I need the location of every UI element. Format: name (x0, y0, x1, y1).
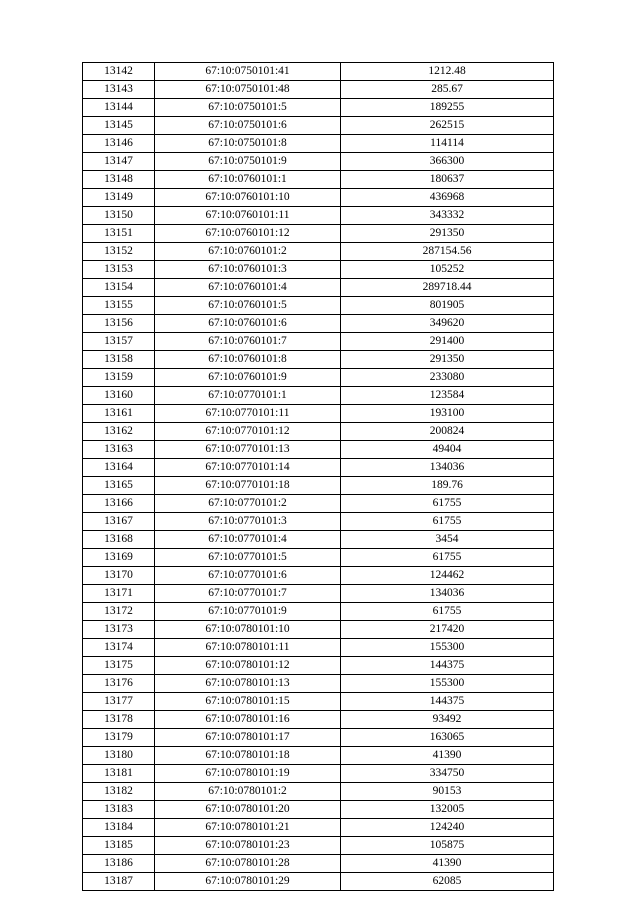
table-row (83, 765, 554, 783)
table-row (83, 693, 554, 711)
cadastral-number-cell: 67:10:0780101:28 (155, 855, 341, 873)
table-row (83, 99, 554, 117)
cadastral-number-cell: 67:10:0750101:48 (155, 81, 341, 99)
table-row (83, 351, 554, 369)
cadastral-number-cell: 67:10:0780101:20 (155, 801, 341, 819)
row-number-cell: 13180 (83, 747, 155, 765)
row-number-cell: 13154 (83, 279, 155, 297)
value-cell: 343332 (341, 207, 554, 225)
value-cell: 436968 (341, 189, 554, 207)
table-row (83, 81, 554, 99)
value-cell: 61755 (341, 603, 554, 621)
table-row (83, 369, 554, 387)
table-row (83, 747, 554, 765)
value-cell: 1212.48 (341, 63, 554, 81)
cadastral-number-cell: 67:10:0750101:6 (155, 117, 341, 135)
row-number-cell: 13181 (83, 765, 155, 783)
value-cell: 193100 (341, 405, 554, 423)
cadastral-number-cell: 67:10:0760101:9 (155, 369, 341, 387)
row-number-cell: 13187 (83, 873, 155, 891)
row-number-cell: 13163 (83, 441, 155, 459)
value-cell: 291350 (341, 351, 554, 369)
cadastral-number-cell: 67:10:0760101:6 (155, 315, 341, 333)
row-number-cell: 13182 (83, 783, 155, 801)
value-cell: 189255 (341, 99, 554, 117)
value-cell: 262515 (341, 117, 554, 135)
table-row (83, 459, 554, 477)
row-number-cell: 13158 (83, 351, 155, 369)
table-row (83, 531, 554, 549)
row-number-cell: 13171 (83, 585, 155, 603)
cadastral-number-cell: 67:10:0770101:11 (155, 405, 341, 423)
value-cell: 291400 (341, 333, 554, 351)
value-cell: 233080 (341, 369, 554, 387)
cadastral-number-cell: 67:10:0780101:23 (155, 837, 341, 855)
row-number-cell: 13157 (83, 333, 155, 351)
value-cell: 200824 (341, 423, 554, 441)
value-cell: 155300 (341, 675, 554, 693)
row-number-cell: 13143 (83, 81, 155, 99)
row-number-cell: 13153 (83, 261, 155, 279)
row-number-cell: 13165 (83, 477, 155, 495)
value-cell: 217420 (341, 621, 554, 639)
cadastral-number-cell: 67:10:0780101:29 (155, 873, 341, 891)
row-number-cell: 13145 (83, 117, 155, 135)
value-cell: 180637 (341, 171, 554, 189)
cadastral-number-cell: 67:10:0770101:12 (155, 423, 341, 441)
table-row (83, 837, 554, 855)
value-cell: 134036 (341, 459, 554, 477)
table-body (83, 63, 554, 891)
row-number-cell: 13146 (83, 135, 155, 153)
value-cell: 93492 (341, 711, 554, 729)
value-cell: 132005 (341, 801, 554, 819)
row-number-cell: 13162 (83, 423, 155, 441)
cadastral-number-cell: 67:10:0770101:1 (155, 387, 341, 405)
row-number-cell: 13186 (83, 855, 155, 873)
value-cell: 287154.56 (341, 243, 554, 261)
value-cell: 163065 (341, 729, 554, 747)
row-number-cell: 13164 (83, 459, 155, 477)
row-number-cell: 13166 (83, 495, 155, 513)
table-row (83, 423, 554, 441)
table-row (83, 135, 554, 153)
cadastral-number-cell: 67:10:0760101:7 (155, 333, 341, 351)
cadastral-number-cell: 67:10:0780101:18 (155, 747, 341, 765)
cadastral-number-cell: 67:10:0770101:7 (155, 585, 341, 603)
row-number-cell: 13170 (83, 567, 155, 585)
cadastral-number-cell: 67:10:0770101:2 (155, 495, 341, 513)
value-cell: 801905 (341, 297, 554, 315)
value-cell: 61755 (341, 513, 554, 531)
row-number-cell: 13176 (83, 675, 155, 693)
table-row (83, 225, 554, 243)
table-row (83, 729, 554, 747)
cadastral-number-cell: 67:10:0760101:3 (155, 261, 341, 279)
value-cell: 61755 (341, 495, 554, 513)
row-number-cell: 13178 (83, 711, 155, 729)
cadastral-number-cell: 67:10:0750101:41 (155, 63, 341, 81)
value-cell: 285.67 (341, 81, 554, 99)
row-number-cell: 13160 (83, 387, 155, 405)
row-number-cell: 13169 (83, 549, 155, 567)
value-cell: 62085 (341, 873, 554, 891)
cadastral-number-cell: 67:10:0780101:19 (155, 765, 341, 783)
row-number-cell: 13150 (83, 207, 155, 225)
row-number-cell: 13152 (83, 243, 155, 261)
table-row (83, 117, 554, 135)
cadastral-number-cell: 67:10:0770101:14 (155, 459, 341, 477)
table-row (83, 513, 554, 531)
cadastral-number-cell: 67:10:0780101:21 (155, 819, 341, 837)
table-row (83, 621, 554, 639)
cadastral-number-cell: 67:10:0760101:1 (155, 171, 341, 189)
row-number-cell: 13147 (83, 153, 155, 171)
row-number-cell: 13175 (83, 657, 155, 675)
value-cell: 334750 (341, 765, 554, 783)
cadastral-number-cell: 67:10:0770101:9 (155, 603, 341, 621)
row-number-cell: 13151 (83, 225, 155, 243)
table-row (83, 549, 554, 567)
cadastral-number-cell: 67:10:0760101:5 (155, 297, 341, 315)
value-cell: 114114 (341, 135, 554, 153)
table-row (83, 207, 554, 225)
cadastral-number-cell: 67:10:0770101:3 (155, 513, 341, 531)
table-row (83, 405, 554, 423)
table-row (83, 279, 554, 297)
value-cell: 289718.44 (341, 279, 554, 297)
row-number-cell: 13155 (83, 297, 155, 315)
table-row (83, 819, 554, 837)
cadastral-number-cell: 67:10:0750101:8 (155, 135, 341, 153)
value-cell: 124462 (341, 567, 554, 585)
table-row (83, 585, 554, 603)
value-cell: 3454 (341, 531, 554, 549)
cadastral-number-cell: 67:10:0780101:2 (155, 783, 341, 801)
row-number-cell: 13167 (83, 513, 155, 531)
cadastral-number-cell: 67:10:0770101:13 (155, 441, 341, 459)
table-row (83, 657, 554, 675)
row-number-cell: 13159 (83, 369, 155, 387)
row-number-cell: 13184 (83, 819, 155, 837)
cadastral-number-cell: 67:10:0770101:6 (155, 567, 341, 585)
table-row (83, 495, 554, 513)
cadastral-number-cell: 67:10:0760101:4 (155, 279, 341, 297)
cadastral-number-cell: 67:10:0780101:17 (155, 729, 341, 747)
cadastral-number-cell: 67:10:0780101:10 (155, 621, 341, 639)
cadastral-number-cell: 67:10:0750101:5 (155, 99, 341, 117)
row-number-cell: 13161 (83, 405, 155, 423)
value-cell: 105875 (341, 837, 554, 855)
table-row (83, 297, 554, 315)
cadastral-value-table (82, 62, 554, 891)
cadastral-number-cell: 67:10:0770101:5 (155, 549, 341, 567)
cadastral-number-cell: 67:10:0760101:11 (155, 207, 341, 225)
value-cell: 189.76 (341, 477, 554, 495)
cadastral-number-cell: 67:10:0770101:18 (155, 477, 341, 495)
row-number-cell: 13174 (83, 639, 155, 657)
value-cell: 49404 (341, 441, 554, 459)
cadastral-number-cell: 67:10:0760101:10 (155, 189, 341, 207)
cadastral-number-cell: 67:10:0780101:13 (155, 675, 341, 693)
table-row (83, 63, 554, 81)
table-row (83, 171, 554, 189)
row-number-cell: 13172 (83, 603, 155, 621)
value-cell: 41390 (341, 855, 554, 873)
cadastral-number-cell: 67:10:0780101:12 (155, 657, 341, 675)
cadastral-number-cell: 67:10:0760101:12 (155, 225, 341, 243)
table-row (83, 603, 554, 621)
table-row (83, 855, 554, 873)
value-cell: 291350 (341, 225, 554, 243)
cadastral-number-cell: 67:10:0780101:16 (155, 711, 341, 729)
table-row (83, 567, 554, 585)
table-row (83, 711, 554, 729)
cadastral-number-cell: 67:10:0780101:11 (155, 639, 341, 657)
cadastral-number-cell: 67:10:0760101:8 (155, 351, 341, 369)
cadastral-number-cell: 67:10:0780101:15 (155, 693, 341, 711)
table-row (83, 261, 554, 279)
value-cell: 41390 (341, 747, 554, 765)
row-number-cell: 13177 (83, 693, 155, 711)
row-number-cell: 13183 (83, 801, 155, 819)
row-number-cell: 13149 (83, 189, 155, 207)
cadastral-number-cell: 67:10:0750101:9 (155, 153, 341, 171)
cadastral-number-cell: 67:10:0770101:4 (155, 531, 341, 549)
table-row (83, 477, 554, 495)
table-row (83, 153, 554, 171)
value-cell: 349620 (341, 315, 554, 333)
value-cell: 366300 (341, 153, 554, 171)
table-row (83, 333, 554, 351)
row-number-cell: 13185 (83, 837, 155, 855)
table-row (83, 243, 554, 261)
table-row (83, 387, 554, 405)
table-row (83, 801, 554, 819)
row-number-cell: 13179 (83, 729, 155, 747)
value-cell: 123584 (341, 387, 554, 405)
table-row (83, 639, 554, 657)
row-number-cell: 13168 (83, 531, 155, 549)
table-row (83, 441, 554, 459)
value-cell: 144375 (341, 657, 554, 675)
value-cell: 105252 (341, 261, 554, 279)
table-row (83, 873, 554, 891)
row-number-cell: 13173 (83, 621, 155, 639)
value-cell: 155300 (341, 639, 554, 657)
table-row (83, 189, 554, 207)
value-cell: 144375 (341, 693, 554, 711)
value-cell: 61755 (341, 549, 554, 567)
row-number-cell: 13156 (83, 315, 155, 333)
row-number-cell: 13144 (83, 99, 155, 117)
table-row (83, 675, 554, 693)
row-number-cell: 13142 (83, 63, 155, 81)
value-cell: 124240 (341, 819, 554, 837)
table-row (83, 315, 554, 333)
value-cell: 134036 (341, 585, 554, 603)
table-row (83, 783, 554, 801)
cadastral-number-cell: 67:10:0760101:2 (155, 243, 341, 261)
row-number-cell: 13148 (83, 171, 155, 189)
value-cell: 90153 (341, 783, 554, 801)
